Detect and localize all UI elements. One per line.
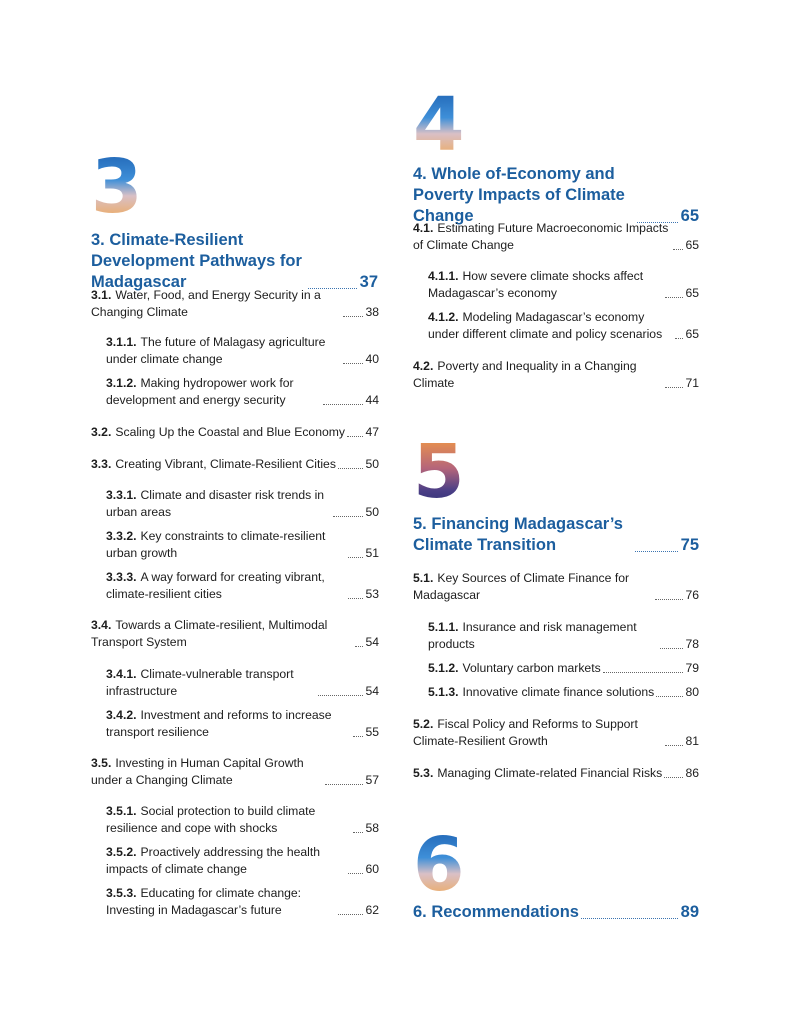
toc-entry-3-4[interactable]: 3.4. Towards a Climate-resilient, Multimodal Transport System 54 <box>91 618 379 649</box>
chapter-5-page: 75 <box>680 536 699 554</box>
toc-entry-3-5-1[interactable]: 3.5.1. Social protection to build climate resilience and cope with shocks 58 <box>106 804 379 835</box>
toc-entry-3-2[interactable]: 3.2. Scaling Up the Coastal and Blue Economy 47 <box>91 425 379 439</box>
toc-entry-5-3[interactable]: 5.3. Managing Climate-related Financial Risks 86 <box>413 766 699 780</box>
toc-entry-3-5[interactable]: 3.5. Investing in Human Capital Growth under a Changing Climate 57 <box>91 756 379 787</box>
toc-entry-3-4-2[interactable]: 3.4.2. Investment and reforms to increase transport resilience 55 <box>106 708 379 739</box>
chapter-3-heading[interactable] <box>91 230 379 293</box>
chapter-4-title: 4. Whole of-Economy and Poverty Impacts of Climate Change <box>413 165 625 225</box>
chapter-6-heading[interactable] <box>413 902 699 923</box>
toc-entry-4-1-1[interactable]: 4.1.1. How severe climate shocks affect Madagascar’s economy 65 <box>428 269 699 300</box>
toc-entry-4-2[interactable]: 4.2. Poverty and Inequality in a Changing Climate 71 <box>413 359 699 390</box>
toc-entry-3-1[interactable]: 3.1. Water, Food, and Energy Security in a Changing Climate 38 <box>91 288 379 319</box>
chapter-5-heading[interactable] <box>413 514 699 556</box>
chapter-5-number: 5 <box>413 429 463 515</box>
chapter-3-title: 3. Climate-Resilient Development Pathways for Madagascar <box>91 231 302 291</box>
toc-entry-3-5-2[interactable]: 3.5.2. Proactively addressing the health impacts of climate change 60 <box>106 845 379 876</box>
toc-entry-3-1-1[interactable]: 3.1.1. The future of Malagasy agriculture under climate change 40 <box>106 335 379 366</box>
chapter-3-number: 3 <box>91 144 141 230</box>
toc-entry-4-1[interactable]: 4.1. Estimating Future Macroeconomic Impacts of Climate Change 65 <box>413 221 699 252</box>
toc-entry-5-1-1[interactable]: 5.1.1. Insurance and risk management products 78 <box>428 620 699 651</box>
chapter-6-page: 89 <box>680 903 699 921</box>
chapter-5-title: 5. Financing Madagascar’s Climate Transition <box>413 515 623 554</box>
toc-entry-5-1-2[interactable]: 5.1.2. Voluntary carbon markets 79 <box>428 661 699 675</box>
chapter-6-number: 6 <box>413 822 463 908</box>
chapter-4-heading[interactable] <box>413 164 699 227</box>
chapter-6-title: 6. Recommendations <box>413 903 579 921</box>
toc-entry-3-3-3[interactable]: 3.3.3. A way forward for creating vibrant, climate-resilient cities 53 <box>106 570 379 601</box>
toc-entry-3-3[interactable]: 3.3. Creating Vibrant, Climate-Resilient Cities 50 <box>91 457 379 471</box>
toc-entry-5-2[interactable]: 5.2. Fiscal Policy and Reforms to Support Climate-Resilient Growth 81 <box>413 717 699 748</box>
chapter-4-page: 65 <box>680 207 699 225</box>
dot-leader <box>581 918 678 919</box>
toc-entry-4-1-2[interactable]: 4.1.2. Modeling Madagascar’s economy under different climate and policy scenarios 65 <box>428 310 699 341</box>
toc-entry-3-3-2[interactable]: 3.3.2. Key constraints to climate-resilient urban growth 51 <box>106 529 379 560</box>
toc-entry-3-5-3[interactable]: 3.5.3. Educating for climate change: Investing in Madagascar’s future 62 <box>106 886 379 917</box>
chapter-3-page: 37 <box>359 273 378 291</box>
toc-entry-3-1-2[interactable]: 3.1.2. Making hydropower work for development and energy security 44 <box>106 376 379 407</box>
toc-entry-3-4-1[interactable]: 3.4.1. Climate-vulnerable transport infrastructure 54 <box>106 667 379 698</box>
toc-entry-5-1[interactable]: 5.1. Key Sources of Climate Finance for Madagascar 76 <box>413 571 699 602</box>
toc-entry-3-3-1[interactable]: 3.3.1. Climate and disaster risk trends in urban areas 50 <box>106 488 379 519</box>
toc-entry-5-1-3[interactable]: 5.1.3. Innovative climate finance solutions 80 <box>428 685 699 699</box>
dot-leader <box>635 551 678 552</box>
chapter-4-number: 4 <box>413 82 463 168</box>
